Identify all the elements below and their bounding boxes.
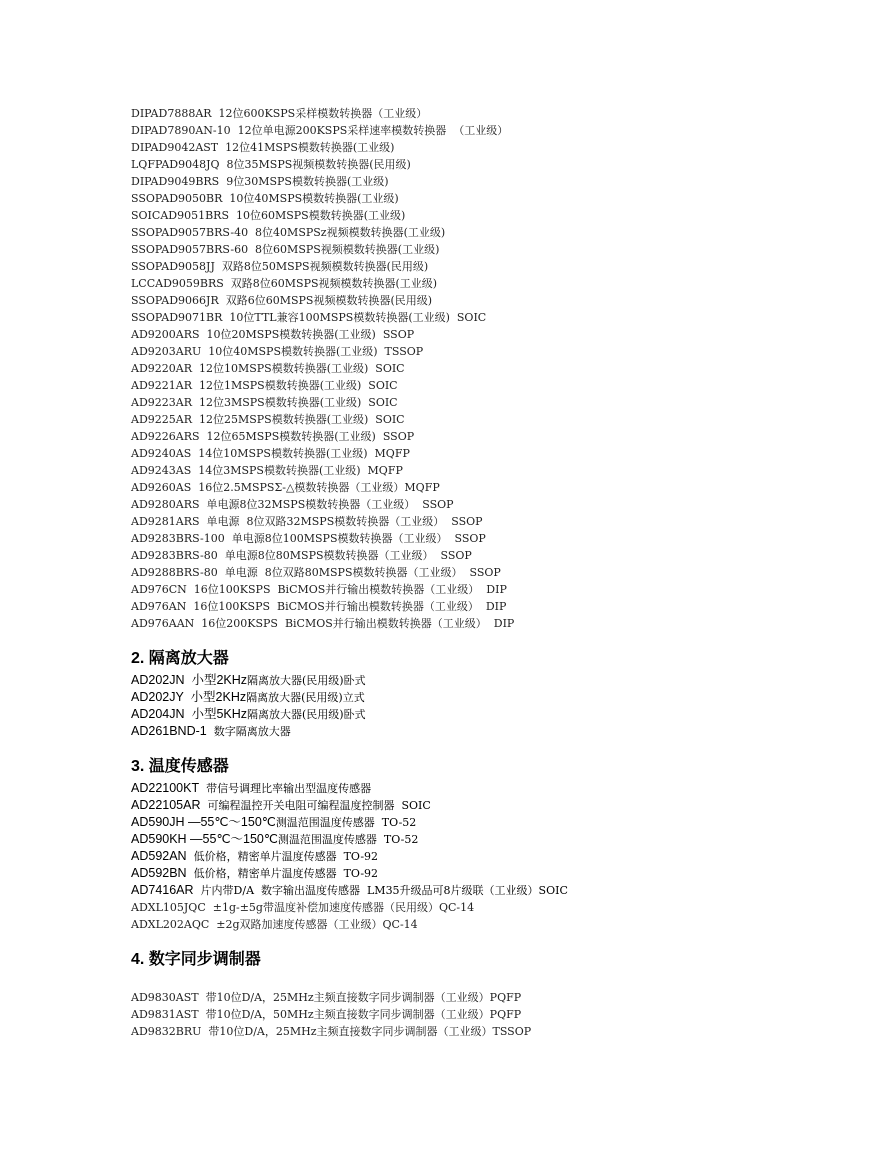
list-item: AD976AN 16位100KSPS BiCMOS并行输出模数转换器（工业级） DIP (131, 600, 507, 613)
list-item: LQFPAD9048JQ 8位35MSPS视频模数转换器(民用级) (131, 158, 411, 171)
list-item: LCCAD9059BRS 双路8位60MSPS视频模数转换器(工业级) (131, 277, 438, 290)
list-item: AD976CN 16位100KSPS BiCMOS并行输出模数转换器（工业级） DIP (131, 583, 507, 596)
part-description: 可编程温控开关电阻可编程温度控制器 SOIC (200, 799, 431, 812)
list-item: AD9203ARU 10位40MSPS模数转换器(工业级) TSSOP (131, 345, 424, 358)
part-number: AD590KH —55℃～150℃ (131, 832, 278, 846)
list-item: AD9832BRU 带10位D/A，25MHz主频直接数字同步调制器（工业级）TSSOP (131, 1025, 532, 1038)
part-description: 隔离放大器(民用级)立式 (246, 691, 365, 704)
part-description: 片内带D/A 数字输出温度传感器 LM35升级品可8片级联（工业级）SOIC (193, 884, 568, 897)
list-item: ADXL105JQC ±1g-±5g带温度补偿加速度传感器（民用级）QC-14 (131, 901, 475, 914)
list-item: AD9283BRS-100 单电源8位100MSPS模数转换器（工业级） SSOP (131, 532, 486, 545)
list-item: AD9288BRS-80 单电源 8位双路80MSPS模数转换器（工业级） SSOP (131, 566, 501, 579)
list-item: DIPAD7888AR 12位600KSPS采样模数转换器（工业级） (131, 107, 428, 120)
list-item: SSOPAD9057BRS-60 8位60MSPS视频模数转换器(工业级) (131, 243, 440, 256)
adc-list (131, 105, 871, 632)
part-description: 隔离放大器(民用级)卧式 (247, 708, 366, 721)
section-heading-temperature-sensor: 3. 温度传感器 (131, 758, 229, 775)
dds-modulator-list (131, 989, 871, 1040)
list-item: AD9225AR 12位25MSPS模数转换器(工业级) SOIC (131, 413, 405, 426)
isolation-amplifier-list (131, 672, 871, 740)
list-item: AD9226ARS 12位65MSPS模数转换器(工业级) SSOP (131, 430, 415, 443)
list-item (131, 848, 871, 865)
part-description: 低价格，精密单片温度传感器 TO-92 (186, 867, 379, 880)
list-item: AD9830AST 带10位D/A，25MHz主频直接数字同步调制器（工业级）PQFP (131, 991, 522, 1004)
list-item: AD9283BRS-80 单电源8位80MSPS模数转换器（工业级） SSOP (131, 549, 472, 562)
list-item: AD9200ARS 10位20MSPS模数转换器(工业级) SSOP (131, 328, 415, 341)
part-number: AD202JY 小型2KHz (131, 690, 247, 704)
list-item: SSOPAD9071BR 10位TTL兼容100MSPS模数转换器(工业级) SOIC (131, 311, 487, 324)
part-number: AD592AN (131, 849, 187, 863)
part-number: AD592BN (131, 866, 187, 880)
list-item: AD9260AS 16位2.5MSPSΣ-△模数转换器（工业级）MQFP (131, 481, 440, 494)
section-heading-dds-modulator: 4. 数字同步调制器 (131, 951, 261, 968)
list-item (131, 706, 871, 723)
part-description: 测温范围温度传感器 TO-52 (275, 816, 417, 829)
list-item (131, 723, 871, 740)
list-item (131, 882, 871, 899)
document-body (131, 105, 871, 1040)
list-item (131, 780, 871, 797)
list-item: AD9281ARS 单电源 8位双路32MSPS模数转换器（工业级） SSOP (131, 515, 483, 528)
part-number: AD202JN 小型2KHz (131, 673, 248, 687)
section-heading-isolation-amplifier: 2. 隔离放大器 (131, 650, 229, 667)
list-item: AD9240AS 14位10MSPS模数转换器(工业级) MQFP (131, 447, 410, 460)
list-item (131, 831, 871, 848)
list-item: SOICAD9051BRS 10位60MSPS模数转换器(工业级) (131, 209, 406, 222)
part-number: AD22105AR (131, 798, 201, 812)
list-item: AD9221AR 12位1MSPS模数转换器(工业级) SOIC (131, 379, 398, 392)
list-item: AD9831AST 带10位D/A，50MHz主频直接数字同步调制器（工业级）PQFP (131, 1008, 522, 1021)
part-description: 隔离放大器(民用级)卧式 (247, 674, 366, 687)
list-item: AD9280ARS 单电源8位32MSPS模数转换器（工业级） SSOP (131, 498, 454, 511)
list-item: DIPAD7890AN-10 12位单电源200KSPS采样速率模数转换器 （工业级） (131, 124, 509, 137)
list-item: DIPAD9042AST 12位41MSPS模数转换器(工业级) (131, 141, 395, 154)
part-number: AD204JN 小型5KHz (131, 707, 248, 721)
list-item (131, 689, 871, 706)
part-description: 低价格，精密单片温度传感器 TO-92 (186, 850, 379, 863)
part-description: 带信号调理比率输出型温度传感器 (199, 782, 372, 795)
list-item: AD976AAN 16位200KSPS BiCMOS并行输出模数转换器（工业级） DIP (131, 617, 515, 630)
list-item (131, 865, 871, 882)
list-item (131, 814, 871, 831)
list-item: ADXL202AQC ±2g双路加速度传感器（工业级）QC-14 (131, 918, 418, 931)
list-item (131, 797, 871, 814)
list-item: AD9220AR 12位10MSPS模数转换器(工业级) SOIC (131, 362, 405, 375)
list-item: SSOPAD9050BR 10位40MSPS模数转换器(工业级) (131, 192, 399, 205)
part-number: AD261BND-1 (131, 724, 207, 738)
list-item: DIPAD9049BRS 9位30MSPS模数转换器(工业级) (131, 175, 389, 188)
temperature-sensor-list (131, 780, 871, 933)
list-item: SSOPAD9057BRS-40 8位40MSPSz视频模数转换器(工业级) (131, 226, 446, 239)
part-number: AD590JH —55℃～150℃ (131, 815, 276, 829)
list-item: AD9223AR 12位3MSPS模数转换器(工业级) SOIC (131, 396, 398, 409)
list-item: SSOPAD9066JR 双路6位60MSPS视频模数转换器(民用级) (131, 294, 433, 307)
part-description: 数字隔离放大器 (206, 725, 291, 738)
part-description: 测温范围温度传感器 TO-52 (277, 833, 419, 846)
list-item: SSOPAD9058JJ 双路8位50MSPS视频模数转换器(民用级) (131, 260, 429, 273)
list-item (131, 672, 871, 689)
part-number: AD22100KT (131, 781, 200, 795)
part-number: AD7416AR (131, 883, 194, 897)
list-item: AD9243AS 14位3MSPS模数转换器(工业级) MQFP (131, 464, 403, 477)
